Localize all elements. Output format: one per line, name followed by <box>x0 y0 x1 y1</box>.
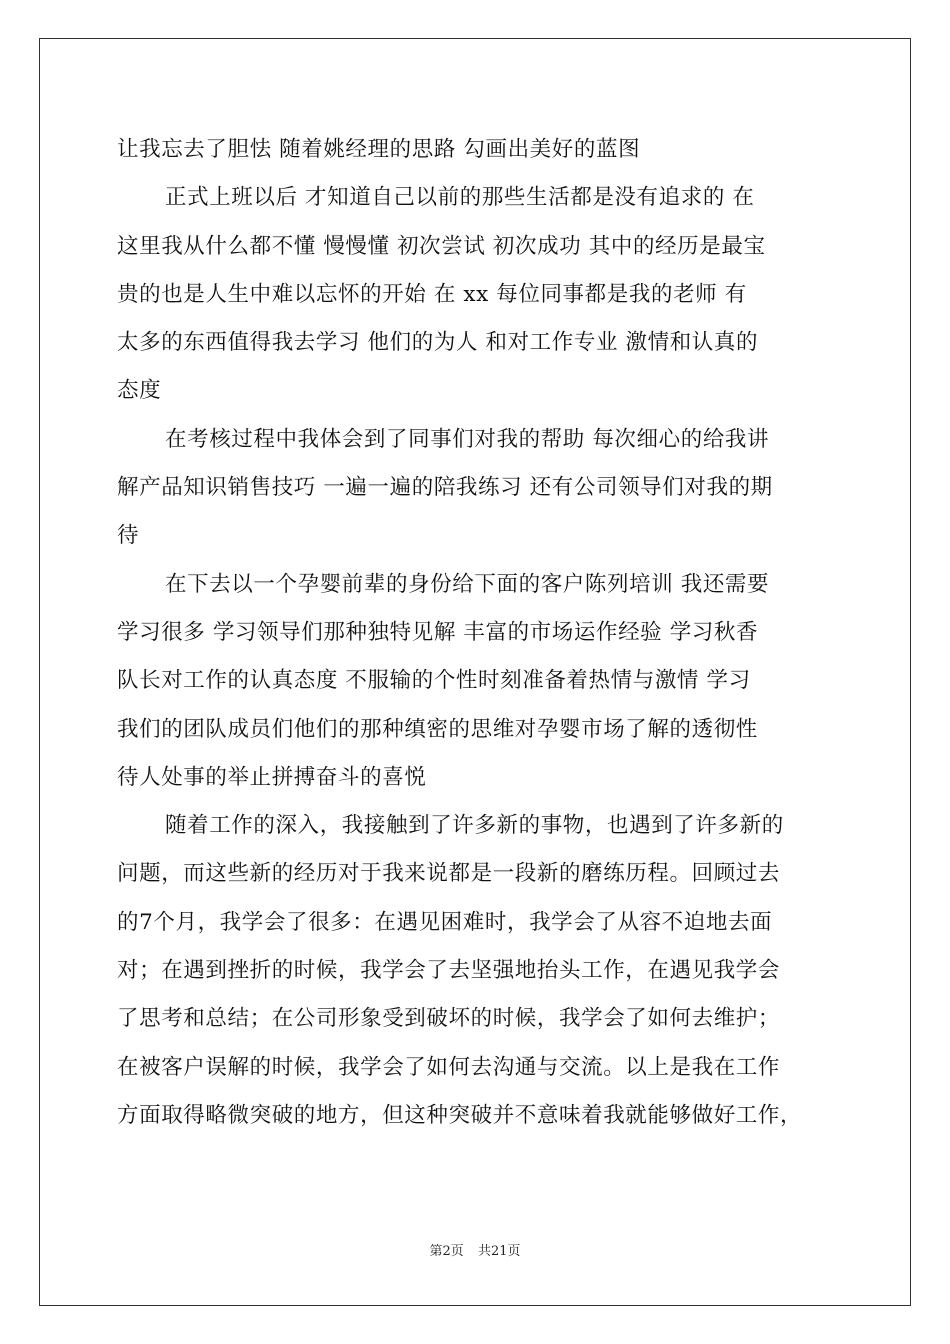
text-line: 在被客户误解的时候，我学会了如何去沟通与交流。以上是我在工作 <box>117 1054 781 1080</box>
text-line: 让我忘去了胆怯 随着姚经理的思路 勾画出美好的蓝图 <box>117 137 641 162</box>
text-line: 在考核过程中我体会到了同事们对我的帮助 每次细心的给我讲 <box>165 426 770 452</box>
text-line: 队长对工作的认真态度 不服输的个性时刻准备着热情与激情 学习 <box>117 668 751 694</box>
text-line: 正式上班以后 才知道自己以前的那些生活都是没有追求的 在 <box>165 185 755 211</box>
text-line: 方面取得略微突破的地方，但这种突破并不意味着我就能够做好工作， <box>117 1102 803 1128</box>
page-number: 第2页 <box>429 1244 464 1259</box>
text-line: 在下去以一个孕婴前辈的身份给下面的客户陈列培训 我还需要 <box>165 571 770 597</box>
text-line: 了思考和总结；在公司形象受到破坏的时候，我学会了如何去维护； <box>117 1006 781 1032</box>
text-line: 学习很多 学习领导们那种独特见解 丰富的市场运作经验 学习秋香 <box>117 619 759 645</box>
page-footer <box>0 1240 950 1259</box>
text-line: 贵的也是人生中难以忘怀的开始 在 xx 每位同事都是我的老师 有 <box>117 281 747 307</box>
text-line: 问题，而这些新的经历对于我来说都是一段新的磨练历程。回顾过去 <box>117 861 781 887</box>
text-line: 对；在遇到挫折的时候，我学会了去坚强地抬头工作，在遇见我学会 <box>117 958 781 984</box>
text-line: 的7个月，我学会了很多：在遇见困难时，我学会了从容不迫地去面 <box>117 909 773 935</box>
text-line: 待人处事的举止拼搏奋斗的喜悦 <box>117 764 427 790</box>
text-line: 待 <box>117 523 140 549</box>
text-line: 太多的东西值得我去学习 他们的为人 和对工作专业 激情和认真的 <box>117 330 759 356</box>
text-line: 这里我从什么都不懂 慢慢懂 初次尝试 初次成功 其中的经历是最宝 <box>117 233 766 259</box>
total-pages: 共21页 <box>477 1244 521 1259</box>
text-line: 随着工作的深入，我接触到了许多新的事物，也遇到了许多新的 <box>165 813 784 839</box>
text-line: 态度 <box>117 378 162 404</box>
text-line: 解产品知识销售技巧 一遍一遍的陪我练习 还有公司领导们对我的期 <box>117 475 773 501</box>
document-body <box>117 126 837 1140</box>
text-line: 我们的团队成员们他们的那种缜密的思维对孕婴市场了解的透彻性 <box>117 716 758 742</box>
